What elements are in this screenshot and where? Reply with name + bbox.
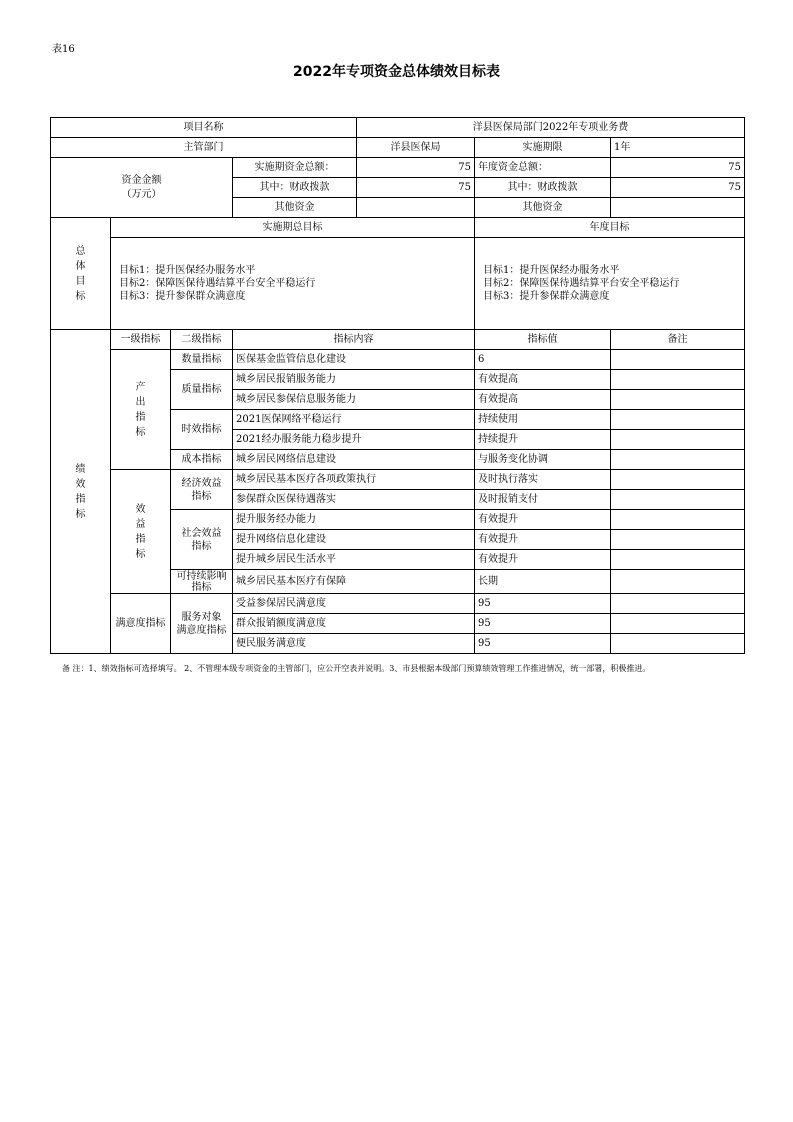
- row-value: 6: [475, 350, 611, 370]
- group-output: 产 出 指 标: [111, 350, 171, 470]
- overall-goals-label: 总 体 目 标: [51, 218, 111, 330]
- sub-social: 社会效益 指标: [171, 510, 233, 570]
- row-content: 受益参保居民满意度: [233, 594, 475, 614]
- row-content: 城乡居民基本医疗各项政策执行: [233, 470, 475, 490]
- sub-quality: 质量指标: [171, 370, 233, 410]
- row-content: 城乡居民网络信息建设: [233, 450, 475, 470]
- row-value: 有效提升: [475, 550, 611, 570]
- row-remark: [611, 470, 745, 490]
- row-remark: [611, 390, 745, 410]
- row-remark: [611, 614, 745, 634]
- row-value: 95: [475, 594, 611, 614]
- annual-total-label: 年度资金总额：: [475, 158, 611, 178]
- dept-label: 主管部门: [51, 138, 357, 158]
- dept-value: 洋县医保局: [357, 138, 475, 158]
- row-content: 城乡居民基本医疗有保障: [233, 570, 475, 594]
- row-remark: [611, 370, 745, 390]
- annual-goal-header: 年度目标: [475, 218, 745, 238]
- row-content: 2021经办服务能力稳步提升: [233, 430, 475, 450]
- row-value: 持续使用: [475, 410, 611, 430]
- row-remark: [611, 430, 745, 450]
- row-value: 95: [475, 634, 611, 654]
- col-level2: 二级指标: [171, 330, 233, 350]
- sub-economic: 经济效益 指标: [171, 470, 233, 510]
- row-value: 及时执行落实: [475, 470, 611, 490]
- group-satisfaction: 满意度指标: [111, 594, 171, 654]
- row-remark: [611, 594, 745, 614]
- row-content: 提升网络信息化建设: [233, 530, 475, 550]
- impl-goal-header: 实施期总目标: [111, 218, 475, 238]
- row-value: 有效提高: [475, 370, 611, 390]
- row-remark: [611, 530, 745, 550]
- row-remark: [611, 634, 745, 654]
- row-value: 有效提高: [475, 390, 611, 410]
- impl-other-value: [357, 198, 475, 218]
- row-content: 提升服务经办能力: [233, 510, 475, 530]
- annual-total-value: 75: [611, 158, 745, 178]
- row-value: 与服务变化协调: [475, 450, 611, 470]
- sub-cost: 成本指标: [171, 450, 233, 470]
- col-level1: 一级指标: [111, 330, 171, 350]
- row-value: 95: [475, 614, 611, 634]
- impl-fiscal-value: 75: [357, 178, 475, 198]
- sub-sustain: 可持续影响 指标: [171, 570, 233, 594]
- col-content: 指标内容: [233, 330, 475, 350]
- sub-service: 服务对象 满意度指标: [171, 594, 233, 654]
- row-remark: [611, 510, 745, 530]
- col-remark: 备注: [611, 330, 745, 350]
- funds-label: 资金金额 （万元）: [51, 158, 233, 218]
- period-label: 实施期限: [475, 138, 611, 158]
- row-content: 城乡居民报销服务能力: [233, 370, 475, 390]
- row-value: 及时报销支付: [475, 490, 611, 510]
- page-title: 2022年专项资金总体绩效目标表: [293, 64, 500, 80]
- sub-timeliness: 时效指标: [171, 410, 233, 450]
- impl-goals: [111, 238, 475, 330]
- row-value: 有效提升: [475, 510, 611, 530]
- footnote: 备 注：1、绩效指标可选择填写。 2、不管理本级专项资金的主管部门，应公开空表并说明。3、市县根据本级部门预算绩效管理工作推进情况，统一部署，积极推进。: [62, 664, 651, 673]
- row-content: 便民服务满意度: [233, 634, 475, 654]
- sub-quantity: 数量指标: [171, 350, 233, 370]
- annual-goal-3: 目标3：提升参保群众满意度: [483, 291, 610, 302]
- row-value: 长期: [475, 570, 611, 594]
- row-remark: [611, 570, 745, 594]
- impl-goal-2: 目标2：保障医保待遇结算平台安全平稳运行: [119, 278, 316, 289]
- group-benefit: 效 益 指 标: [111, 470, 171, 594]
- col-value: 指标值: [475, 330, 611, 350]
- performance-target-table: [50, 117, 745, 654]
- table-number: 表16: [52, 44, 75, 55]
- impl-other-label: 其他资金: [233, 198, 357, 218]
- row-content: 群众报销额度满意度: [233, 614, 475, 634]
- row-remark: [611, 350, 745, 370]
- project-name-label: 项目名称: [51, 118, 357, 138]
- annual-other-label: 其他资金: [475, 198, 611, 218]
- row-content: 提升城乡居民生活水平: [233, 550, 475, 570]
- impl-goal-3: 目标3：提升参保群众满意度: [119, 291, 246, 302]
- row-remark: [611, 410, 745, 430]
- annual-goals: [475, 238, 745, 330]
- impl-goal-1: 目标1：提升医保经办服务水平: [119, 265, 256, 276]
- impl-total-label: 实施期资金总额：: [233, 158, 357, 178]
- indicators-section-label: 绩 效 指 标: [51, 330, 111, 654]
- impl-total-value: 75: [357, 158, 475, 178]
- project-name-value: 洋县医保局部门2022年专项业务费: [357, 118, 745, 138]
- annual-fiscal-value: 75: [611, 178, 745, 198]
- annual-goal-1: 目标1：提升医保经办服务水平: [483, 265, 620, 276]
- row-content: 城乡居民参保信息服务能力: [233, 390, 475, 410]
- annual-fiscal-label: 其中：财政拨款: [475, 178, 611, 198]
- row-remark: [611, 550, 745, 570]
- period-value: 1年: [611, 138, 745, 158]
- row-content: 2021医保网络平稳运行: [233, 410, 475, 430]
- row-remark: [611, 490, 745, 510]
- row-remark: [611, 450, 745, 470]
- annual-goal-2: 目标2：保障医保待遇结算平台安全平稳运行: [483, 278, 680, 289]
- impl-fiscal-label: 其中：财政拨款: [233, 178, 357, 198]
- row-content: 医保基金监管信息化建设: [233, 350, 475, 370]
- row-value: 持续提升: [475, 430, 611, 450]
- row-value: 有效提升: [475, 530, 611, 550]
- row-content: 参保群众医保待遇落实: [233, 490, 475, 510]
- annual-other-value: [611, 198, 745, 218]
